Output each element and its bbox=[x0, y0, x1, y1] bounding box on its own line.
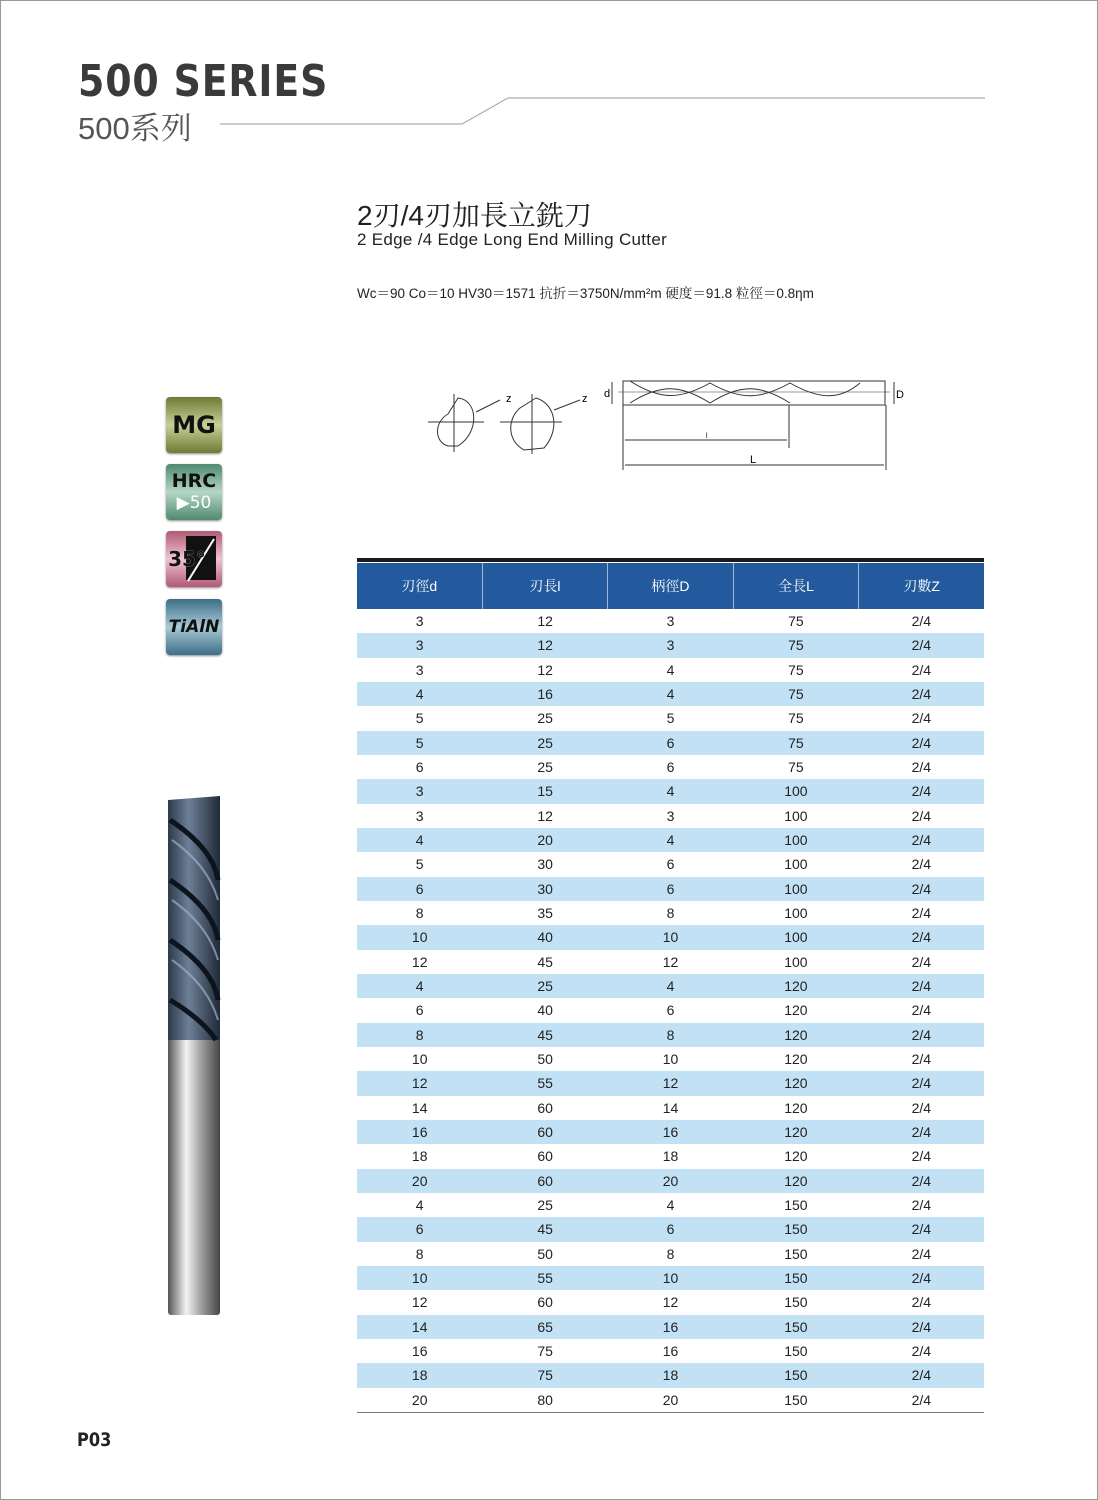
table-cell: 75 bbox=[788, 637, 804, 654]
helix-angle-label: 35° bbox=[168, 547, 206, 571]
table-cell: 2/4 bbox=[911, 1342, 932, 1359]
table-cell: 5 bbox=[666, 710, 675, 727]
table-cell: 6 bbox=[666, 1221, 675, 1238]
table-body bbox=[357, 609, 984, 1412]
table-cell: 3 bbox=[666, 613, 675, 629]
table-cell: 2/4 bbox=[911, 953, 932, 970]
table-cell: 75 bbox=[788, 661, 804, 678]
table-cell: 10 bbox=[662, 929, 679, 946]
table-cell: 6 bbox=[666, 758, 675, 775]
table-cell: 8 bbox=[415, 1245, 424, 1262]
table-cell: 75 bbox=[537, 1367, 553, 1384]
table-cell: 6 bbox=[415, 1221, 424, 1238]
table-cell: 20 bbox=[662, 1172, 679, 1189]
table-cell: 14 bbox=[411, 1099, 428, 1116]
table-cell: 12 bbox=[537, 637, 553, 654]
table-cell: 15 bbox=[537, 783, 553, 800]
table-cell: 2/4 bbox=[911, 1367, 932, 1384]
table-row bbox=[357, 1339, 984, 1363]
table-row bbox=[357, 828, 984, 852]
product-title-en: 2 Edge /4 Edge Long End Milling Cutter bbox=[357, 230, 668, 249]
table-cell: 5 bbox=[415, 710, 424, 727]
header-divider bbox=[0, 0, 1098, 140]
table-cell: 6 bbox=[415, 880, 424, 897]
table-cell: 60 bbox=[537, 1148, 553, 1165]
table-cell: 2/4 bbox=[911, 783, 932, 800]
table-row bbox=[357, 804, 984, 828]
coating-badge bbox=[166, 599, 222, 655]
table-row bbox=[357, 1169, 984, 1193]
hrc-label: HRC bbox=[171, 470, 217, 492]
table-cell: 2/4 bbox=[911, 637, 932, 654]
table-row bbox=[357, 1266, 984, 1290]
table-cell: 150 bbox=[784, 1269, 808, 1286]
table-row bbox=[357, 1071, 984, 1095]
header-shank-diameter: 柄徑D bbox=[607, 563, 733, 609]
table-cell: 20 bbox=[411, 1172, 428, 1189]
table-cell: 10 bbox=[411, 1269, 428, 1286]
table-cell: 6 bbox=[666, 856, 675, 873]
table-cell: 4 bbox=[415, 685, 424, 702]
diagram-label-z: z bbox=[506, 393, 512, 405]
table-row bbox=[357, 1388, 984, 1412]
header-cutting-diameter: 刃徑d bbox=[401, 578, 438, 594]
table-cell: 6 bbox=[415, 758, 424, 775]
table-cell: 2/4 bbox=[911, 710, 932, 727]
table-row bbox=[357, 950, 984, 974]
table-row bbox=[357, 731, 984, 755]
table-cell: 10 bbox=[411, 929, 428, 946]
table-cell: 12 bbox=[411, 1075, 428, 1092]
header-cutting-length: 刃長l bbox=[482, 563, 608, 609]
table-cell: 2/4 bbox=[911, 1221, 932, 1238]
table-row bbox=[357, 1096, 984, 1120]
table-cell: 150 bbox=[784, 1342, 808, 1359]
table-cell: 4 bbox=[666, 661, 675, 678]
table-cell: 75 bbox=[788, 685, 804, 702]
table-cell: 6 bbox=[666, 1002, 675, 1019]
header-flutes: 刃數Z bbox=[858, 563, 984, 609]
table-cell: 2/4 bbox=[911, 758, 932, 775]
table-cell: 150 bbox=[784, 1367, 808, 1384]
table-cell: 25 bbox=[537, 710, 553, 727]
table-cell: 75 bbox=[788, 710, 804, 727]
table-cell: 16 bbox=[411, 1342, 428, 1359]
table-cell: 2/4 bbox=[911, 1245, 932, 1262]
table-row bbox=[357, 877, 984, 901]
table-cell: 5 bbox=[415, 856, 424, 873]
table-cell: 5 bbox=[415, 734, 424, 751]
table-cell: 16 bbox=[662, 1342, 679, 1359]
table-cell: 14 bbox=[411, 1318, 428, 1335]
table-cell: 150 bbox=[784, 1294, 808, 1311]
table-cell: 4 bbox=[666, 783, 675, 800]
table-row bbox=[357, 1217, 984, 1241]
table-header bbox=[357, 563, 984, 609]
table-cell: 12 bbox=[411, 953, 428, 970]
table-cell: 2/4 bbox=[911, 1099, 932, 1116]
table-cell: 6 bbox=[666, 734, 675, 751]
table-cell: 35 bbox=[537, 904, 553, 921]
table-cell: 25 bbox=[537, 977, 553, 994]
table-cell: 80 bbox=[537, 1391, 553, 1408]
table-row bbox=[357, 779, 984, 803]
table-cell: 100 bbox=[784, 807, 808, 824]
product-title-cn: 2刃/4刃加長立銑刀 bbox=[357, 200, 592, 231]
table-row bbox=[357, 1047, 984, 1071]
header-overall-length: 全長L bbox=[733, 563, 859, 609]
table-cell: 12 bbox=[537, 613, 553, 629]
table-cell: 3 bbox=[415, 637, 424, 654]
table-row bbox=[357, 682, 984, 706]
table-cell: 2/4 bbox=[911, 977, 932, 994]
table-cell: 100 bbox=[784, 904, 808, 921]
table-cell: 8 bbox=[666, 904, 675, 921]
table-row bbox=[357, 925, 984, 949]
diagram-label-L: L bbox=[750, 454, 757, 466]
table-cell: 3 bbox=[415, 783, 424, 800]
table-cell: 8 bbox=[666, 1245, 675, 1262]
table-cell: 2/4 bbox=[911, 929, 932, 946]
table-row bbox=[357, 633, 984, 657]
table-cell: 6 bbox=[666, 880, 675, 897]
table-cell: 18 bbox=[411, 1367, 428, 1384]
table-cell: 18 bbox=[662, 1148, 679, 1165]
table-cell: 55 bbox=[537, 1075, 553, 1092]
table-row bbox=[357, 1363, 984, 1387]
table-cell: 2/4 bbox=[911, 1172, 932, 1189]
diagram-label-D: D bbox=[896, 389, 904, 401]
table-row bbox=[357, 1315, 984, 1339]
page-number: P03 bbox=[77, 1429, 112, 1451]
table-cell: 2/4 bbox=[911, 1391, 932, 1408]
table-cell: 4 bbox=[415, 1196, 424, 1213]
diagram-label-z2: z bbox=[582, 393, 588, 405]
table-cell: 120 bbox=[784, 1026, 808, 1043]
table-cell: 2/4 bbox=[911, 1075, 932, 1092]
table-cell: 4 bbox=[415, 831, 424, 848]
series-subtitle: 500系列 bbox=[78, 111, 192, 146]
table-cell: 75 bbox=[788, 613, 804, 629]
table-cell: 65 bbox=[537, 1318, 553, 1335]
table-cell: 2/4 bbox=[911, 1026, 932, 1043]
table-cell: 2/4 bbox=[911, 1050, 932, 1067]
table-cell: 75 bbox=[788, 734, 804, 751]
series-title: 500 SERIES bbox=[78, 56, 329, 107]
table-cell: 50 bbox=[537, 1050, 553, 1067]
table-cell: 25 bbox=[537, 734, 553, 751]
table-cell: 2/4 bbox=[911, 1196, 932, 1213]
table-cell: 14 bbox=[662, 1099, 679, 1116]
table-cell: 12 bbox=[662, 1075, 679, 1092]
table-cell: 2/4 bbox=[911, 1123, 932, 1140]
table-cell: 120 bbox=[784, 1075, 808, 1092]
table-cell: 2/4 bbox=[911, 807, 932, 824]
table-cell: 30 bbox=[537, 880, 553, 897]
hrc-value: ▶50 bbox=[176, 493, 212, 513]
table-cell: 12 bbox=[411, 1294, 428, 1311]
table-cell: 4 bbox=[415, 977, 424, 994]
end-mill-image bbox=[160, 790, 230, 1320]
table-cell: 100 bbox=[784, 880, 808, 897]
table-cell: 2/4 bbox=[911, 904, 932, 921]
table-cell: 20 bbox=[537, 831, 553, 848]
table-cell: 4 bbox=[666, 685, 675, 702]
table-row bbox=[357, 1242, 984, 1266]
table-cell: 2/4 bbox=[911, 831, 932, 848]
table-cell: 3 bbox=[666, 807, 675, 824]
table-cell: 4 bbox=[666, 1196, 675, 1213]
table-cell: 25 bbox=[537, 758, 553, 775]
table-cell: 150 bbox=[784, 1318, 808, 1335]
table-cell: 2/4 bbox=[911, 1002, 932, 1019]
table-cell: 30 bbox=[537, 856, 553, 873]
table-cell: 150 bbox=[784, 1196, 808, 1213]
hrc-badge bbox=[166, 464, 222, 520]
table-cell: 2/4 bbox=[911, 1294, 932, 1311]
table-cell: 150 bbox=[784, 1245, 808, 1262]
table-cell: 60 bbox=[537, 1172, 553, 1189]
table-cell: 10 bbox=[411, 1050, 428, 1067]
table-cell: 100 bbox=[784, 953, 808, 970]
table-cell: 16 bbox=[537, 685, 553, 702]
table-top-rule bbox=[357, 558, 984, 562]
table-cell: 2/4 bbox=[911, 856, 932, 873]
table-bottom-rule bbox=[357, 1412, 984, 1413]
table-cell: 3 bbox=[415, 807, 424, 824]
table-cell: 120 bbox=[784, 1099, 808, 1116]
table-row bbox=[357, 609, 984, 633]
table-cell: 60 bbox=[537, 1099, 553, 1116]
table-cell: 100 bbox=[784, 856, 808, 873]
coating-label: TiAlN bbox=[168, 617, 220, 637]
table-cell: 120 bbox=[784, 1172, 808, 1189]
table-cell: 18 bbox=[662, 1367, 679, 1384]
table-cell: 150 bbox=[784, 1221, 808, 1238]
table-cell: 2/4 bbox=[911, 613, 932, 629]
table-cell: 55 bbox=[537, 1269, 553, 1286]
table-cell: 100 bbox=[784, 929, 808, 946]
table-cell: 2/4 bbox=[911, 880, 932, 897]
table-row bbox=[357, 706, 984, 730]
table-cell: 45 bbox=[537, 1026, 553, 1043]
table-cell: 75 bbox=[537, 1342, 553, 1359]
table-row bbox=[357, 1144, 984, 1168]
table-cell: 3 bbox=[415, 613, 424, 629]
table-row bbox=[357, 755, 984, 779]
table-cell: 10 bbox=[662, 1050, 679, 1067]
table-cell: 4 bbox=[666, 831, 675, 848]
table-row bbox=[357, 852, 984, 876]
table-row bbox=[357, 658, 984, 682]
diagram-label-l: l bbox=[706, 433, 708, 440]
table-cell: 12 bbox=[537, 661, 553, 678]
table-cell: 2/4 bbox=[911, 661, 932, 678]
material-spec: Wc＝90 Co＝10 HV30＝1571 抗折＝3750N/mm²m 硬度＝91.8 粒徑＝0.8ηm bbox=[357, 286, 814, 301]
table-cell: 18 bbox=[411, 1148, 428, 1165]
table-cell: 20 bbox=[411, 1391, 428, 1408]
table-cell: 2/4 bbox=[911, 734, 932, 751]
table-cell: 8 bbox=[666, 1026, 675, 1043]
table-row bbox=[357, 974, 984, 998]
table-cell: 25 bbox=[537, 1196, 553, 1213]
table-row bbox=[357, 901, 984, 925]
table-cell: 60 bbox=[537, 1294, 553, 1311]
mg-label: MG bbox=[172, 411, 216, 439]
table-cell: 100 bbox=[784, 831, 808, 848]
table-cell: 16 bbox=[662, 1318, 679, 1335]
table-cell: 16 bbox=[662, 1123, 679, 1140]
table-cell: 120 bbox=[784, 977, 808, 994]
table-cell: 45 bbox=[537, 953, 553, 970]
table-row bbox=[357, 998, 984, 1022]
diagram-label-d: d bbox=[604, 388, 611, 400]
table-row bbox=[357, 1193, 984, 1217]
table-cell: 12 bbox=[662, 1294, 679, 1311]
table-cell: 10 bbox=[662, 1269, 679, 1286]
table-cell: 50 bbox=[537, 1245, 553, 1262]
table-cell: 16 bbox=[411, 1123, 428, 1140]
table-cell: 20 bbox=[662, 1391, 679, 1408]
table-cell: 4 bbox=[666, 977, 675, 994]
table-cell: 40 bbox=[537, 1002, 553, 1019]
spec-table bbox=[357, 558, 984, 1413]
table-cell: 8 bbox=[415, 1026, 424, 1043]
table-cell: 3 bbox=[415, 661, 424, 678]
cutter-dimension-diagram bbox=[420, 370, 910, 480]
table-cell: 100 bbox=[784, 783, 808, 800]
table-cell: 12 bbox=[537, 807, 553, 824]
table-row bbox=[357, 1023, 984, 1047]
table-cell: 8 bbox=[415, 904, 424, 921]
table-cell: 2/4 bbox=[911, 1148, 932, 1165]
table-cell: 60 bbox=[537, 1123, 553, 1140]
table-cell: 120 bbox=[784, 1050, 808, 1067]
helix-angle-badge bbox=[166, 531, 222, 587]
table-cell: 2/4 bbox=[911, 1269, 932, 1286]
table-cell: 120 bbox=[784, 1002, 808, 1019]
table-cell: 120 bbox=[784, 1148, 808, 1165]
table-cell: 2/4 bbox=[911, 685, 932, 702]
table-cell: 45 bbox=[537, 1221, 553, 1238]
table-cell: 3 bbox=[666, 637, 675, 654]
table-cell: 40 bbox=[537, 929, 553, 946]
table-cell: 12 bbox=[662, 953, 679, 970]
table-row bbox=[357, 1120, 984, 1144]
table-cell: 2/4 bbox=[911, 1318, 932, 1335]
table-cell: 120 bbox=[784, 1123, 808, 1140]
table-cell: 6 bbox=[415, 1002, 424, 1019]
table-cell: 150 bbox=[784, 1391, 808, 1408]
table-cell: 75 bbox=[788, 758, 804, 775]
mg-badge bbox=[166, 397, 222, 453]
table-row bbox=[357, 1290, 984, 1314]
